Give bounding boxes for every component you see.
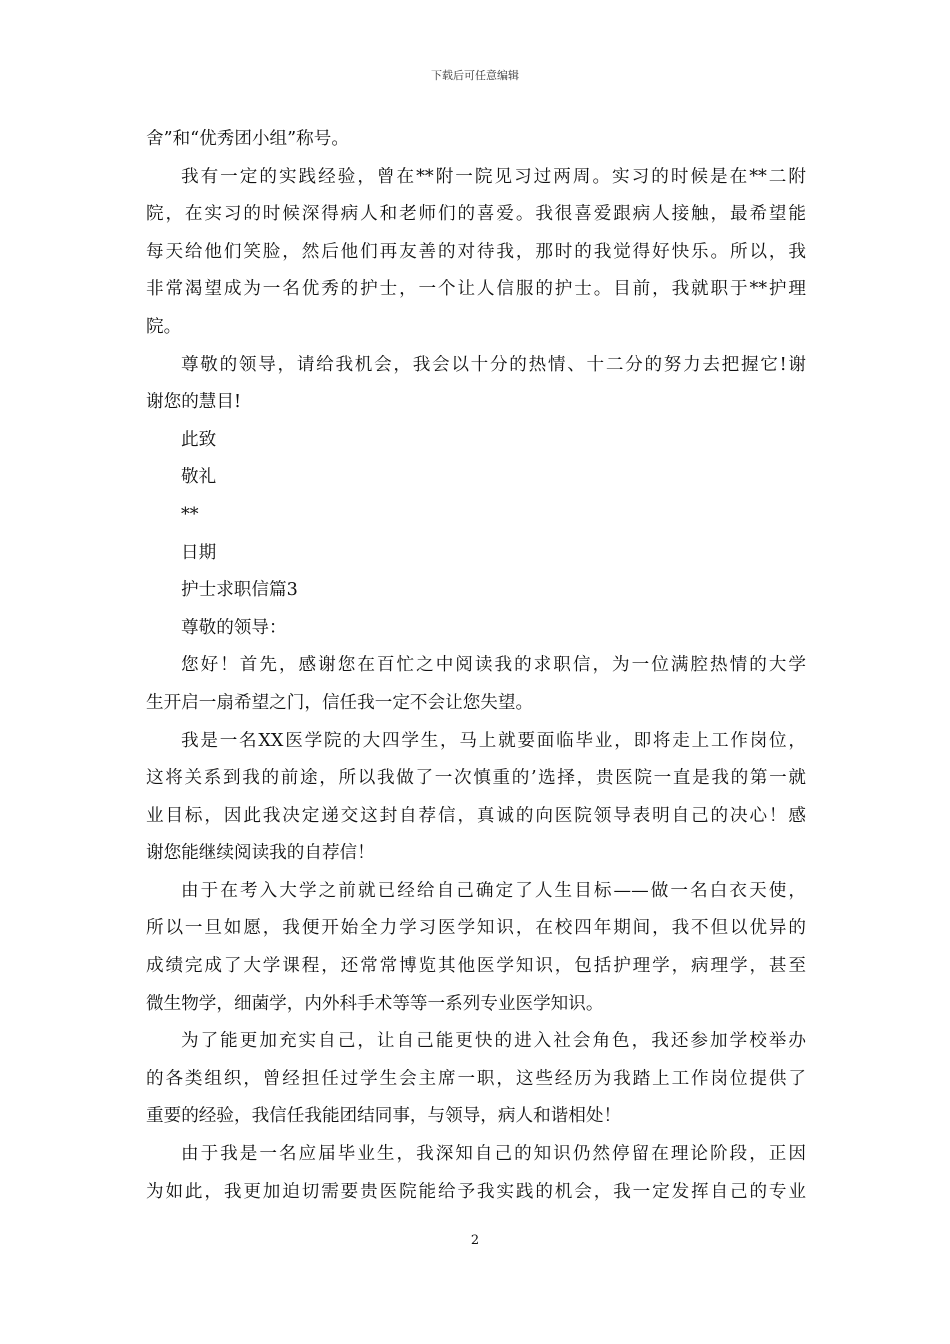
text-line: 谢您的慧目! — [146, 392, 242, 413]
page-number: 2 — [470, 1233, 480, 1248]
text-line: 尊敬的领导，请给我机会，我会以十分的热情、十二分的努力去把握它!谢 — [181, 354, 806, 375]
text-line: 院，在实习的时候深得病人和老师们的喜爱。我很喜爱跟病人接触，最希望能 — [146, 204, 806, 225]
text-line: 成绩完成了大学课程，还常常博览其他医学知识，包括护理学，病理学，甚至 — [146, 956, 806, 977]
text-line: 为了能更加充实自己，让自己能更快的进入社会角色，我还参加学校举办 — [181, 1031, 806, 1052]
text-line: 此致 — [181, 429, 217, 450]
text-line: ** — [181, 504, 199, 525]
document-body — [146, 121, 806, 1211]
text-line: 舍”和“优秀团小组”称号。 — [146, 129, 349, 149]
text-line: 尊敬的领导： — [181, 617, 287, 638]
text-line: 所以一旦如愿，我便开始全力学习医学知识，在校四年期间，我不但以优异的 — [146, 918, 806, 939]
text-line: 院。 — [146, 316, 182, 337]
page-header: 下载后可任意编辑 — [431, 69, 519, 82]
text-line: 重要的经验，我信任我能团结同事，与领导，病人和谐相处！ — [146, 1106, 622, 1127]
text-line: 敬礼 — [181, 467, 217, 488]
text-line: 的各类组织，曾经担任过学生会主席一职，这些经历为我踏上工作岗位提供了 — [146, 1068, 806, 1089]
text-line: 业目标，因此我决定递交这封自荐信，真诚的向医院领导表明自己的决心！感 — [146, 805, 806, 826]
text-line: 您好！首先，感谢您在百忙之中阅读我的求职信，为一位满腔热情的大学 — [181, 655, 806, 676]
text-line: 这将关系到我的前途，所以我做了一次慎重的’选择，贵医院一直是我的第一就 — [146, 768, 806, 789]
text-line: 由于在考入大学之前就已经给自己确定了人生目标——做一名白衣天使， — [181, 880, 806, 901]
text-line: 日期 — [181, 542, 217, 563]
text-line: 非常渴望成为一名优秀的护士，一个让人信服的护士。目前，我就职于**护理 — [146, 279, 806, 300]
text-line: 微生物学，细菌学，内外科手术等等一系列专业医学知识。 — [146, 993, 604, 1014]
text-line: 每天给他们笑脸，然后他们再友善的对待我，那时的我觉得好快乐。所以，我 — [146, 241, 806, 262]
text-line: 护士求职信篇3 — [181, 580, 298, 601]
text-line: 我有一定的实践经验，曾在**附一院见习过两周。实习的时候是在**二附 — [181, 166, 806, 187]
text-line: 谢您能继续阅读我的自荐信！ — [146, 843, 375, 864]
text-line: 由于我是一名应届毕业生，我深知自己的知识仍然停留在理论阶段，正因 — [181, 1144, 806, 1165]
text-line: 我是一名XX医学院的大四学生，马上就要面临毕业，即将走上工作岗位， — [181, 730, 806, 751]
text-line: 生开启一扇希望之门，信任我一定不会让您失望。 — [146, 692, 534, 713]
text-line: 为如此，我更加迫切需要贵医院能给予我实践的机会，我一定发挥自己的专业 — [146, 1181, 806, 1202]
